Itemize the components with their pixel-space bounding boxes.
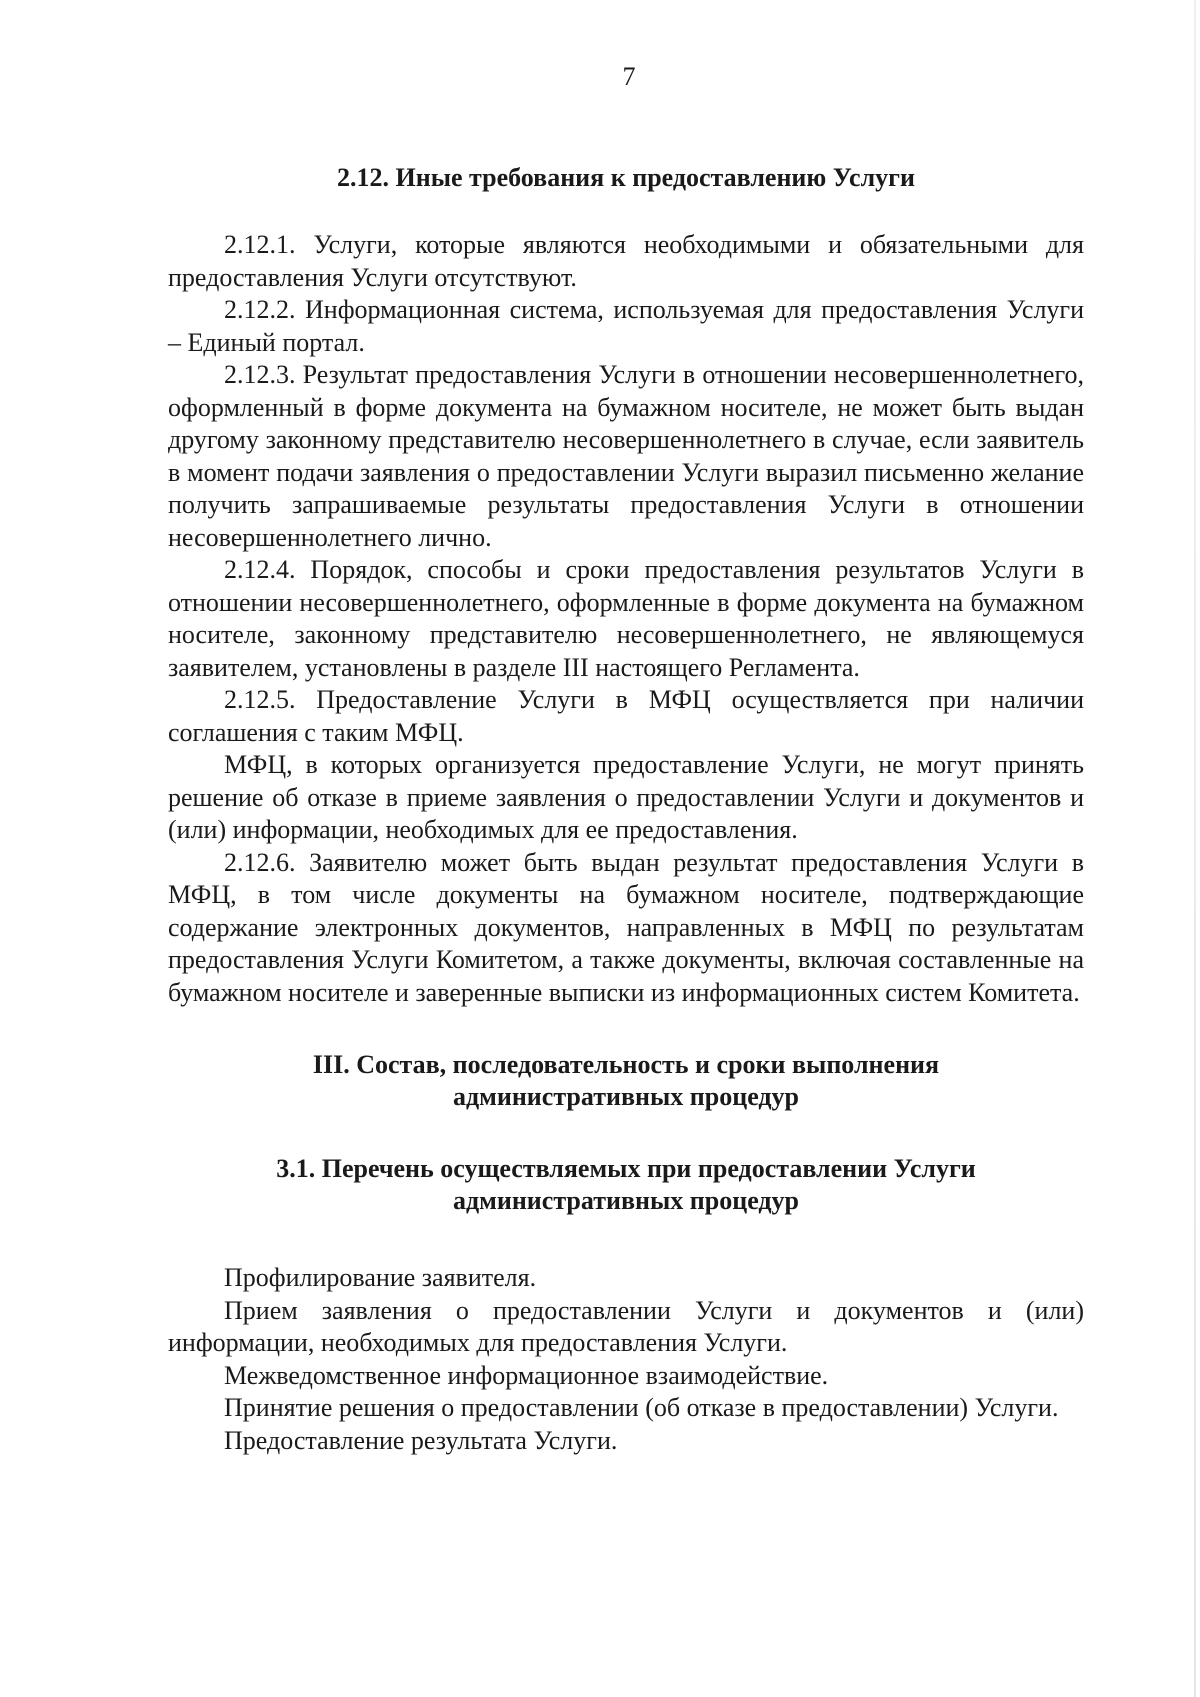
procedure-item: Прием заявления о предоставлении Услуги и документов и (или) информации, необходимых для предоставления Услуги. [168, 1295, 1084, 1357]
procedure-item: Предоставление результата Услуги. [224, 1425, 618, 1455]
paragraph-2-12-4: 2.12.4. Порядок, способы и сроки предоставления результатов Услуги в отношении несовершеннолетнего, оформленные в форме документа на бумажном носителе, законному представителю несовершеннолетнего, не являющемуся заявителем, установлены в разделе III настоящего Регламента. [168, 555, 1084, 682]
section-3-title [168, 1049, 1084, 1113]
page-number: 7 [622, 62, 636, 91]
procedure-item: Профилирование заявителя. [224, 1263, 537, 1292]
paragraph-2-12-5: 2.12.5. Предоставление Услуги в МФЦ осуществляется при наличии соглашения с таким МФЦ. [168, 685, 1084, 747]
paragraph-2-12-3: 2.12.3. Результат предоставления Услуги в отношении несовершеннолетнего, оформленный в форме документа на бумажном носителе, не может быть выдан другому законному представителю несовершеннолетнего в случае, если заявитель в момент подачи заявления о предоставлении Услуги выразил письменно желание получить запрашиваемые результаты предоставления Услуги в отношении несовершеннолетнего лично. [168, 360, 1084, 552]
paragraph-2-12-1: 2.12.1. Услуги, которые являются необходимыми и обязательными для предоставления Услуги отсутствуют. [168, 230, 1084, 292]
procedure-item: Межведомственное информационное взаимодействие. [224, 1360, 829, 1390]
paragraph-2-12-2: 2.12.2. Информационная система, используемая для предоставления Услуги – Единый портал. [168, 295, 1084, 357]
procedure-item: Принятие решения о предоставлении (об отказе в предоставлении) Услуги. [224, 1393, 1059, 1422]
section-3-title-line2: административных процедур [452, 1082, 800, 1111]
document-content [168, 154, 1084, 1457]
section-3-1-title-line2: административных процедур [452, 1186, 800, 1215]
section-2-12-title: 2.12. Иные требования к предоставлению Услуги [337, 163, 915, 192]
section-3-title-line1: III. Состав, последовательность и сроки выполнения [312, 1050, 940, 1079]
scan-edge-divider [1194, 0, 1196, 1697]
section-3-1-title [168, 1153, 1084, 1217]
paragraph-mfc: МФЦ, в которых организуется предоставление Услуги, не могут принять решение об отказе в приеме заявления о предоставлении Услуги и документов и (или) информации, необходимых для ее предоставления. [168, 750, 1084, 844]
section-3-1-title-line1: 3.1. Перечень осуществляемых при предоставлении Услуги [276, 1154, 976, 1183]
paragraph-2-12-6: 2.12.6. Заявителю может быть выдан результат предоставления Услуги в МФЦ, в том числе документы на бумажном носителе, подтверждающие содержание электронных документов, направленных в МФЦ по результатам предоставления Услуги Комитетом, а также документы, включая составленные на бумажном носителе и заверенные выписки из информационных систем Комитета. [168, 847, 1084, 1007]
